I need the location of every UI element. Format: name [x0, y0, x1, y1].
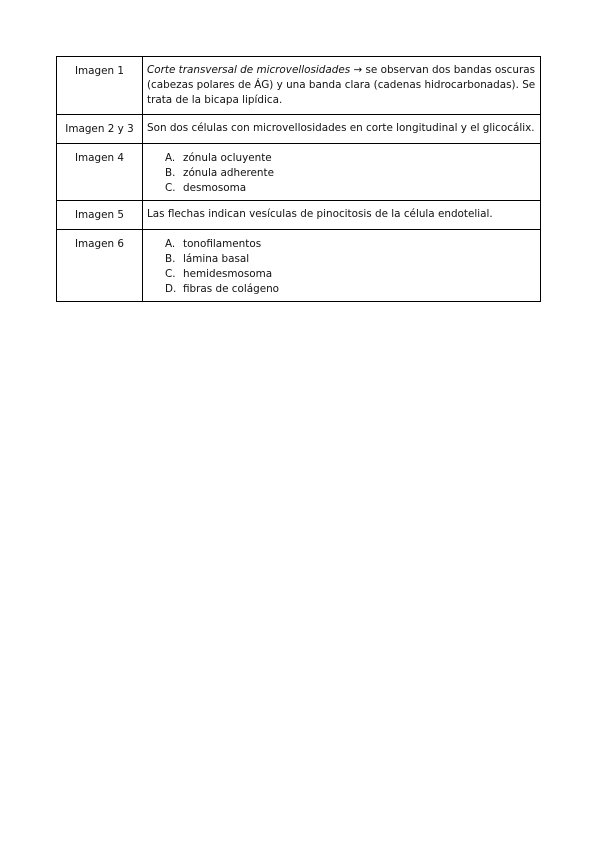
option-letter: B. [165, 167, 176, 179]
row-content [143, 230, 541, 302]
answers-table [56, 56, 541, 302]
row-label: Imagen 2 y 3 [57, 115, 143, 144]
table-row [57, 201, 541, 230]
option-text: hemidesmosoma [183, 268, 273, 280]
option-letter: A. [165, 238, 176, 250]
option-item [165, 252, 536, 267]
option-text: tonofilamentos [183, 238, 262, 250]
option-letter: B. [165, 253, 176, 265]
table-row [57, 230, 541, 302]
table-row [57, 115, 541, 144]
option-item [165, 181, 536, 196]
row-label: Imagen 4 [57, 144, 143, 201]
option-text: lámina basal [183, 253, 250, 265]
option-item [165, 151, 536, 166]
arrow-symbol: → [353, 64, 363, 76]
table-row [57, 144, 541, 201]
row-label: Imagen 5 [57, 201, 143, 230]
options-list [147, 235, 536, 297]
option-text: zónula adherente [183, 167, 274, 179]
table-row [57, 57, 541, 115]
option-text: fibras de colágeno [183, 283, 280, 295]
row-label: Imagen 6 [57, 230, 143, 302]
option-text: desmosoma [183, 182, 247, 194]
option-item [165, 166, 536, 181]
option-item [165, 282, 536, 297]
row-text: se observan dos bandas oscuras (cabezas polares de ÁG) y una banda clara (cadenas hidrocarbonadas). Se trata de la bicapa lipídica. [147, 64, 536, 106]
option-item [165, 267, 536, 282]
option-letter: A. [165, 152, 176, 164]
option-letter: C. [165, 268, 176, 280]
option-item [165, 237, 536, 252]
italic-lead: Corte transversal de microvellosidades [147, 64, 351, 76]
option-letter: C. [165, 182, 176, 194]
row-text: Las flechas indican vesículas de pinocitosis de la célula endotelial. [143, 201, 541, 230]
document-page [56, 56, 541, 302]
option-text: zónula ocluyente [183, 152, 272, 164]
options-list [147, 149, 536, 196]
row-content [143, 144, 541, 201]
row-content [143, 57, 541, 115]
row-label: Imagen 1 [57, 57, 143, 115]
row-text: Son dos células con microvellosidades en corte longitudinal y el glicocálix. [143, 115, 541, 144]
option-letter: D. [165, 283, 177, 295]
